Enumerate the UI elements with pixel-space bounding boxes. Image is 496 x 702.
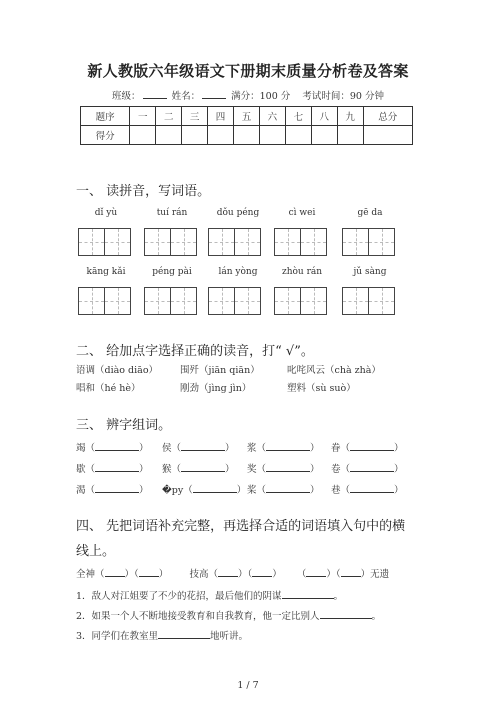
pinyin-label: dǐ yù [94, 208, 118, 218]
answer-blank[interactable] [350, 440, 394, 451]
idiom-blank[interactable] [139, 566, 159, 577]
reading-item [287, 380, 356, 394]
score-row-label: 得分 [81, 126, 130, 145]
idiom-prefix: 全神 [76, 569, 96, 580]
score-header-cell: 六 [259, 107, 285, 126]
char-group: 歇（ ） [76, 461, 149, 475]
score-header-cell: 七 [285, 107, 311, 126]
class-label: 班级： [112, 91, 141, 102]
grid-cell[interactable] [78, 228, 105, 256]
char: �py [162, 485, 184, 496]
pinyin-label: dǒu péng [216, 208, 260, 218]
reading-item [180, 362, 260, 376]
sentence-text: 1．敌人对江姐要了不少的花招，最后他们的阴谋 [76, 591, 282, 602]
char-group: 卷（ ） [331, 461, 404, 475]
grid-cell[interactable] [208, 287, 235, 315]
idiom-prefix: 技高 [189, 569, 209, 580]
grid-cell[interactable] [274, 228, 301, 256]
score-header-cell: 三 [182, 107, 208, 126]
grid-cell[interactable] [300, 228, 327, 256]
char-group: 奖（ ） [247, 461, 320, 475]
section-3-title: 三、 辨字组词。 [76, 418, 172, 433]
score-header-cell: 一 [130, 107, 156, 126]
reading-item [287, 362, 381, 376]
idiom-blank[interactable] [306, 566, 326, 577]
reading-options[interactable]: （jiān qiān） [199, 365, 260, 376]
char: 浆 [247, 443, 257, 454]
reading-options[interactable]: （jìng jìn） [199, 383, 252, 394]
char: 歇 [76, 464, 86, 475]
sentence-end: 。 [371, 611, 382, 622]
grid-cell[interactable] [368, 287, 395, 315]
char: 巷 [331, 485, 341, 496]
grid-cell[interactable] [144, 228, 171, 256]
char: 渴 [76, 485, 86, 496]
reading-item [76, 362, 158, 376]
name-label: 姓名： [171, 91, 201, 102]
score-header-cell: 八 [311, 107, 337, 126]
tian-grid[interactable] [78, 287, 130, 315]
reading-options[interactable]: （sù suò） [306, 383, 356, 394]
reading-options[interactable]: （chà zhà） [325, 365, 381, 376]
sentence-blank[interactable] [320, 608, 372, 619]
grid-cell[interactable] [104, 287, 131, 315]
char-group: 猴（ ） [162, 461, 235, 475]
exam-time: 考试时间：90 分钟 [302, 91, 384, 102]
tian-grid[interactable] [274, 228, 326, 256]
full-score: 满分：100 分 [231, 91, 291, 102]
char: 侯 [162, 443, 172, 454]
tian-grid[interactable] [208, 228, 260, 256]
section-1-title: 一、 读拼音，写词语。 [76, 184, 211, 199]
answer-blank[interactable] [350, 461, 394, 472]
pinyin-label: gē da [357, 208, 383, 218]
score-cell[interactable] [208, 126, 234, 145]
section-4-title-line2: 线上。 [76, 544, 116, 559]
char-group: 浆（ ） [247, 440, 320, 454]
reading-word: 塑料 [287, 383, 307, 394]
char-group: 桨（ ） [247, 482, 320, 496]
grid-cell[interactable] [208, 228, 235, 256]
reading-options[interactable]: （diào diāo） [95, 365, 159, 376]
pinyin-label: kāng kǎi [86, 267, 126, 277]
score-cell[interactable] [285, 126, 311, 145]
grid-cell[interactable] [368, 228, 395, 256]
tian-grid[interactable] [274, 287, 326, 315]
char: 猴 [162, 464, 172, 475]
grid-cell[interactable] [170, 287, 197, 315]
page-number: 1 / 7 [237, 680, 259, 691]
char-group: 眷（ ） [331, 440, 404, 454]
answer-blank[interactable] [95, 482, 139, 493]
score-header-cell: 四 [208, 107, 234, 126]
grid-cell[interactable] [234, 287, 261, 315]
pinyin-label: péng pài [152, 267, 192, 277]
score-header-cell: 五 [234, 107, 260, 126]
grid-cell[interactable] [104, 228, 131, 256]
sentence-1 [76, 588, 343, 602]
reading-word: 围歼 [180, 365, 200, 376]
sentence-text: 3．同学们在教室里 [76, 631, 159, 642]
answer-blank[interactable] [266, 461, 310, 472]
idiom-blank[interactable] [218, 566, 238, 577]
score-header-cell: 二 [156, 107, 182, 126]
score-cell[interactable] [337, 126, 363, 145]
char-group: 竭（ ） [76, 440, 149, 454]
score-cell[interactable] [311, 126, 337, 145]
sentence-3 [76, 628, 248, 642]
score-table-score-row [81, 126, 413, 145]
grid-cell[interactable] [300, 287, 327, 315]
score-table [80, 106, 413, 145]
grid-cell[interactable] [234, 228, 261, 256]
idiom-suffix: 无遗 [370, 569, 390, 580]
grid-cell[interactable] [78, 287, 105, 315]
class-blank[interactable] [143, 89, 167, 99]
tian-grid[interactable] [208, 287, 260, 315]
score-cell[interactable] [156, 126, 182, 145]
answer-blank[interactable] [181, 461, 225, 472]
score-header-cell: 总分 [363, 107, 412, 126]
char-group: 渴（ ） [76, 482, 149, 496]
tian-grid[interactable] [342, 287, 394, 315]
char: 奖 [247, 464, 257, 475]
score-header-cell: 题序 [81, 107, 130, 126]
pinyin-label: cì wei [288, 208, 316, 218]
char-group: 侯（ ） [162, 440, 235, 454]
grid-cell[interactable] [274, 287, 301, 315]
sentence-text: 2．如果一个人不断地接受教育和自我教育，他一定比别人 [76, 611, 320, 622]
reading-word: 叱咤风云 [287, 365, 326, 376]
sentence-2 [76, 608, 381, 622]
reading-word: 刚劲 [180, 383, 200, 394]
char: 竭 [76, 443, 86, 454]
score-cell[interactable] [363, 126, 412, 145]
reading-options[interactable]: （hé hè） [95, 383, 141, 394]
char-group: 巷（ ） [331, 482, 404, 496]
document-title: 新人教版六年级语文下册期末质量分析卷及答案 [87, 62, 409, 80]
char: 卷 [331, 464, 341, 475]
grid-cell[interactable] [170, 228, 197, 256]
char: 桨 [247, 485, 257, 496]
grid-cell[interactable] [342, 287, 369, 315]
sentence-end: 。 [333, 591, 344, 602]
score-cell[interactable] [259, 126, 285, 145]
char: 眷 [331, 443, 341, 454]
name-blank[interactable] [202, 89, 226, 99]
reading-item [180, 380, 251, 394]
answer-blank[interactable] [95, 440, 139, 451]
tian-grid[interactable] [78, 228, 130, 256]
reading-word: 唱和 [76, 383, 96, 394]
pinyin-label: jǔ sàng [353, 267, 387, 277]
tian-grid[interactable] [144, 228, 196, 256]
sentence-end: 地听讲。 [210, 631, 249, 642]
answer-blank[interactable] [350, 482, 394, 493]
answer-blank[interactable] [181, 440, 225, 451]
grid-cell[interactable] [144, 287, 171, 315]
score-table-header-row [81, 107, 413, 126]
answer-blank[interactable] [193, 482, 237, 493]
idiom-blank[interactable] [341, 566, 361, 577]
reading-item [76, 380, 141, 394]
score-cell[interactable] [130, 126, 156, 145]
grid-cell[interactable] [342, 228, 369, 256]
sentence-blank[interactable] [158, 628, 210, 639]
section-2-title: 二、 给加点字选择正确的读音，打“ √”。 [76, 344, 314, 359]
exam-info [0, 88, 496, 102]
pinyin-label: zhòu rán [281, 267, 323, 277]
tian-grid[interactable] [144, 287, 196, 315]
sentence-blank[interactable] [282, 588, 334, 599]
char-group: �py（ ） [162, 482, 246, 496]
score-header-cell: 九 [337, 107, 363, 126]
pinyin-label: tuí rán [156, 208, 188, 218]
answer-blank[interactable] [266, 440, 310, 451]
answer-blank[interactable] [266, 482, 310, 493]
idiom-blank[interactable] [105, 566, 125, 577]
reading-word: 语调 [76, 365, 96, 376]
answer-blank[interactable] [95, 461, 139, 472]
section-4-title-line1: 四、 先把词语补充完整，再选择合适的词语填入句中的横 [76, 519, 406, 534]
score-cell[interactable] [182, 126, 208, 145]
score-cell[interactable] [234, 126, 260, 145]
pinyin-label: lán yòng [218, 267, 258, 277]
tian-grid[interactable] [342, 228, 394, 256]
idiom-fill-line: 全神（ ）（ ） 技高（ ）（ ） （ ）（ ）无遗 [76, 566, 389, 580]
idiom-blank[interactable] [252, 566, 272, 577]
